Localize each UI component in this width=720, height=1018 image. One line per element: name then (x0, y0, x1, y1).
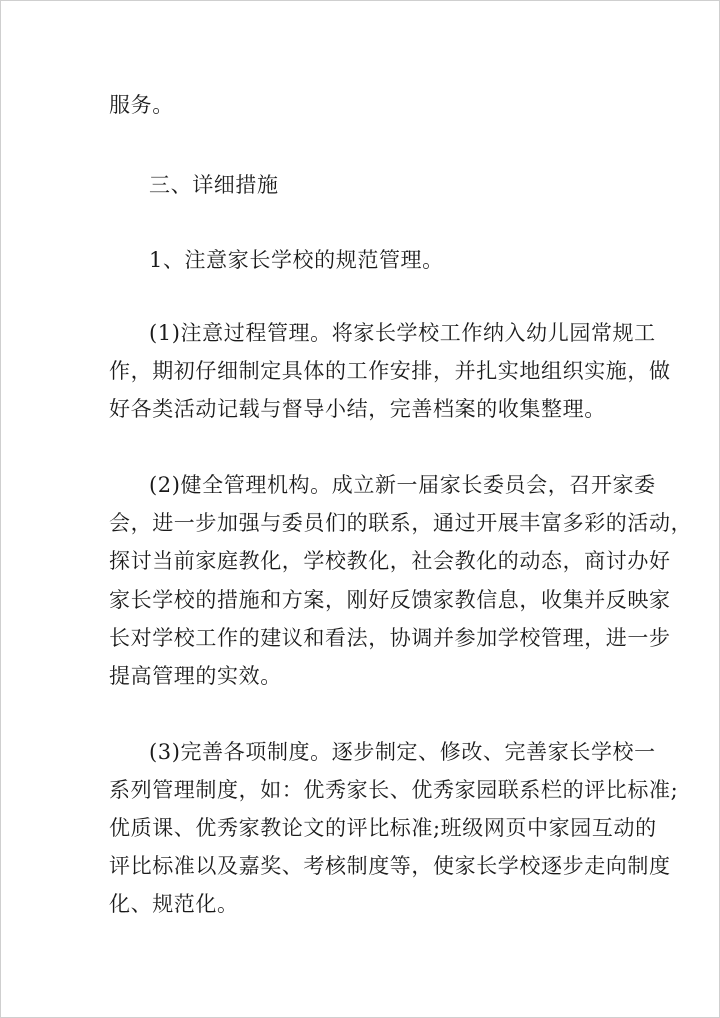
text-line: 服务。 (109, 93, 174, 117)
paragraph-2-line: 探讨当前家庭教化，学校教化，社会教化的动态，商讨办好 (109, 549, 671, 573)
paragraph-1-line: 作，期初仔细制定具体的工作安排，并扎实地组织实施，做 (109, 359, 671, 383)
subsection-heading: 1、注意家长学校的规范管理。 (149, 248, 444, 272)
paragraph-2-line: 家长学校的措施和方案，刚好反馈家教信息，收集并反映家 (109, 588, 671, 612)
paragraph-2-line: 会，进一步加强与委员们的联系，通过开展丰富多彩的活动， (109, 511, 693, 535)
paragraph-3-line: 评比标准以及嘉奖、考核制度等，使家长学校逐步走向制度 (109, 854, 671, 878)
paragraph-2-line: (2)健全管理机构。成立新一届家长委员会，召开家委 (149, 473, 656, 497)
paragraph-3-line: 优质课、优秀家教论文的评比标准;班级网页中家园互动的 (109, 816, 657, 840)
paragraph-3-line: 化、规范化。 (109, 892, 239, 916)
paragraph-1-line: 好各类活动记载与督导小结，完善档案的收集整理。 (109, 397, 606, 421)
paragraph-3-line: 系列管理制度，如：优秀家长、优秀家园联系栏的评比标准; (109, 778, 679, 802)
paragraph-2-line: 提高管理的实效。 (109, 664, 282, 688)
paragraph-1-line: (1)注意过程管理。将家长学校工作纳入幼儿园常规工 (149, 321, 656, 345)
section-heading: 三、详细措施 (149, 173, 279, 197)
paragraph-3-line: (3)完善各项制度。逐步制定、修改、完善家长学校一 (149, 740, 656, 764)
paragraph-2-line: 长对学校工作的建议和看法，协调并参加学校管理，进一步 (109, 626, 671, 650)
